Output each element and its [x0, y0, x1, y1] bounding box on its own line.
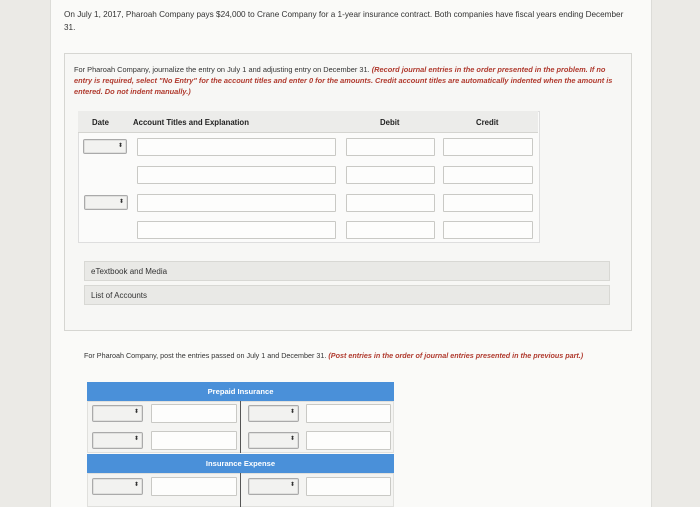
account-title-input-1[interactable] [137, 138, 336, 156]
debit-input-3[interactable] [346, 194, 435, 212]
header-date: Date [92, 118, 109, 127]
account-title-input-3[interactable] [137, 194, 336, 212]
account-title-input-2[interactable] [137, 166, 336, 184]
select-arrow-icon: ⬍ [133, 409, 139, 415]
select-arrow-icon: ⬍ [289, 436, 295, 442]
prepaid-credit-date-select-2[interactable] [248, 432, 299, 449]
part1-instructions [74, 64, 622, 97]
etextbook-media-link[interactable]: eTextbook and Media [84, 261, 610, 281]
expense-credit-amount-1[interactable] [306, 477, 391, 496]
part1-instructions-bold: (Record journal entries in the order presented in the problem. If no entry is required, select "No Entry" for the account titles and enter 0 for the amounts. Credit account titles are automatically indented when the amount is entered. Do not indent manually.) [74, 65, 613, 96]
header-debit: Debit [380, 118, 400, 127]
account-title-input-4[interactable] [137, 221, 336, 239]
date-select-1[interactable] [83, 139, 127, 154]
select-arrow-icon: ⬍ [118, 199, 124, 205]
expense-debit-date-select-1[interactable] [92, 478, 143, 495]
credit-input-1[interactable] [443, 138, 533, 156]
journal-table-header [78, 111, 538, 133]
prepaid-credit-amount-2[interactable] [306, 431, 391, 450]
debit-input-4[interactable] [346, 221, 435, 239]
select-arrow-icon: ⬍ [289, 482, 295, 488]
prepaid-debit-date-select-1[interactable] [92, 405, 143, 422]
problem-statement: On July 1, 2017, Pharoah Company pays $24,000 to Crane Company for a 1-year insurance contract. Both companies have fiscal years ending December 31. [64, 10, 624, 32]
t-account-header-insurance-expense: Insurance Expense [87, 454, 394, 473]
header-account-titles: Account Titles and Explanation [133, 118, 249, 127]
t-account-divider [240, 473, 241, 507]
select-arrow-icon: ⬍ [117, 143, 123, 149]
list-of-accounts-link[interactable]: List of Accounts [84, 285, 610, 305]
credit-input-4[interactable] [443, 221, 533, 239]
prepaid-debit-date-select-2[interactable] [92, 432, 143, 449]
prepaid-credit-amount-1[interactable] [306, 404, 391, 423]
credit-input-3[interactable] [443, 194, 533, 212]
part2-instructions [84, 350, 624, 361]
part1-instructions-plain: For Pharoah Company, journalize the entry on July 1 and adjusting entry on December 31. [74, 65, 372, 74]
select-arrow-icon: ⬍ [133, 482, 139, 488]
part2-instructions-bold: (Post entries in the order of journal entries presented in the previous part.) [328, 351, 584, 360]
header-credit: Credit [476, 118, 499, 127]
t-account-divider [240, 401, 241, 453]
select-arrow-icon: ⬍ [133, 436, 139, 442]
part2-instructions-plain: For Pharoah Company, post the entries passed on July 1 and December 31. [84, 351, 329, 360]
debit-input-1[interactable] [346, 138, 435, 156]
prepaid-debit-amount-1[interactable] [151, 404, 237, 423]
t-account-header-prepaid-insurance: Prepaid Insurance [87, 382, 394, 401]
expense-credit-date-select-1[interactable] [248, 478, 299, 495]
debit-input-2[interactable] [346, 166, 435, 184]
date-select-2[interactable] [84, 195, 128, 210]
credit-input-2[interactable] [443, 166, 533, 184]
expense-debit-amount-1[interactable] [151, 477, 237, 496]
prepaid-credit-date-select-1[interactable] [248, 405, 299, 422]
prepaid-debit-amount-2[interactable] [151, 431, 237, 450]
select-arrow-icon: ⬍ [289, 409, 295, 415]
